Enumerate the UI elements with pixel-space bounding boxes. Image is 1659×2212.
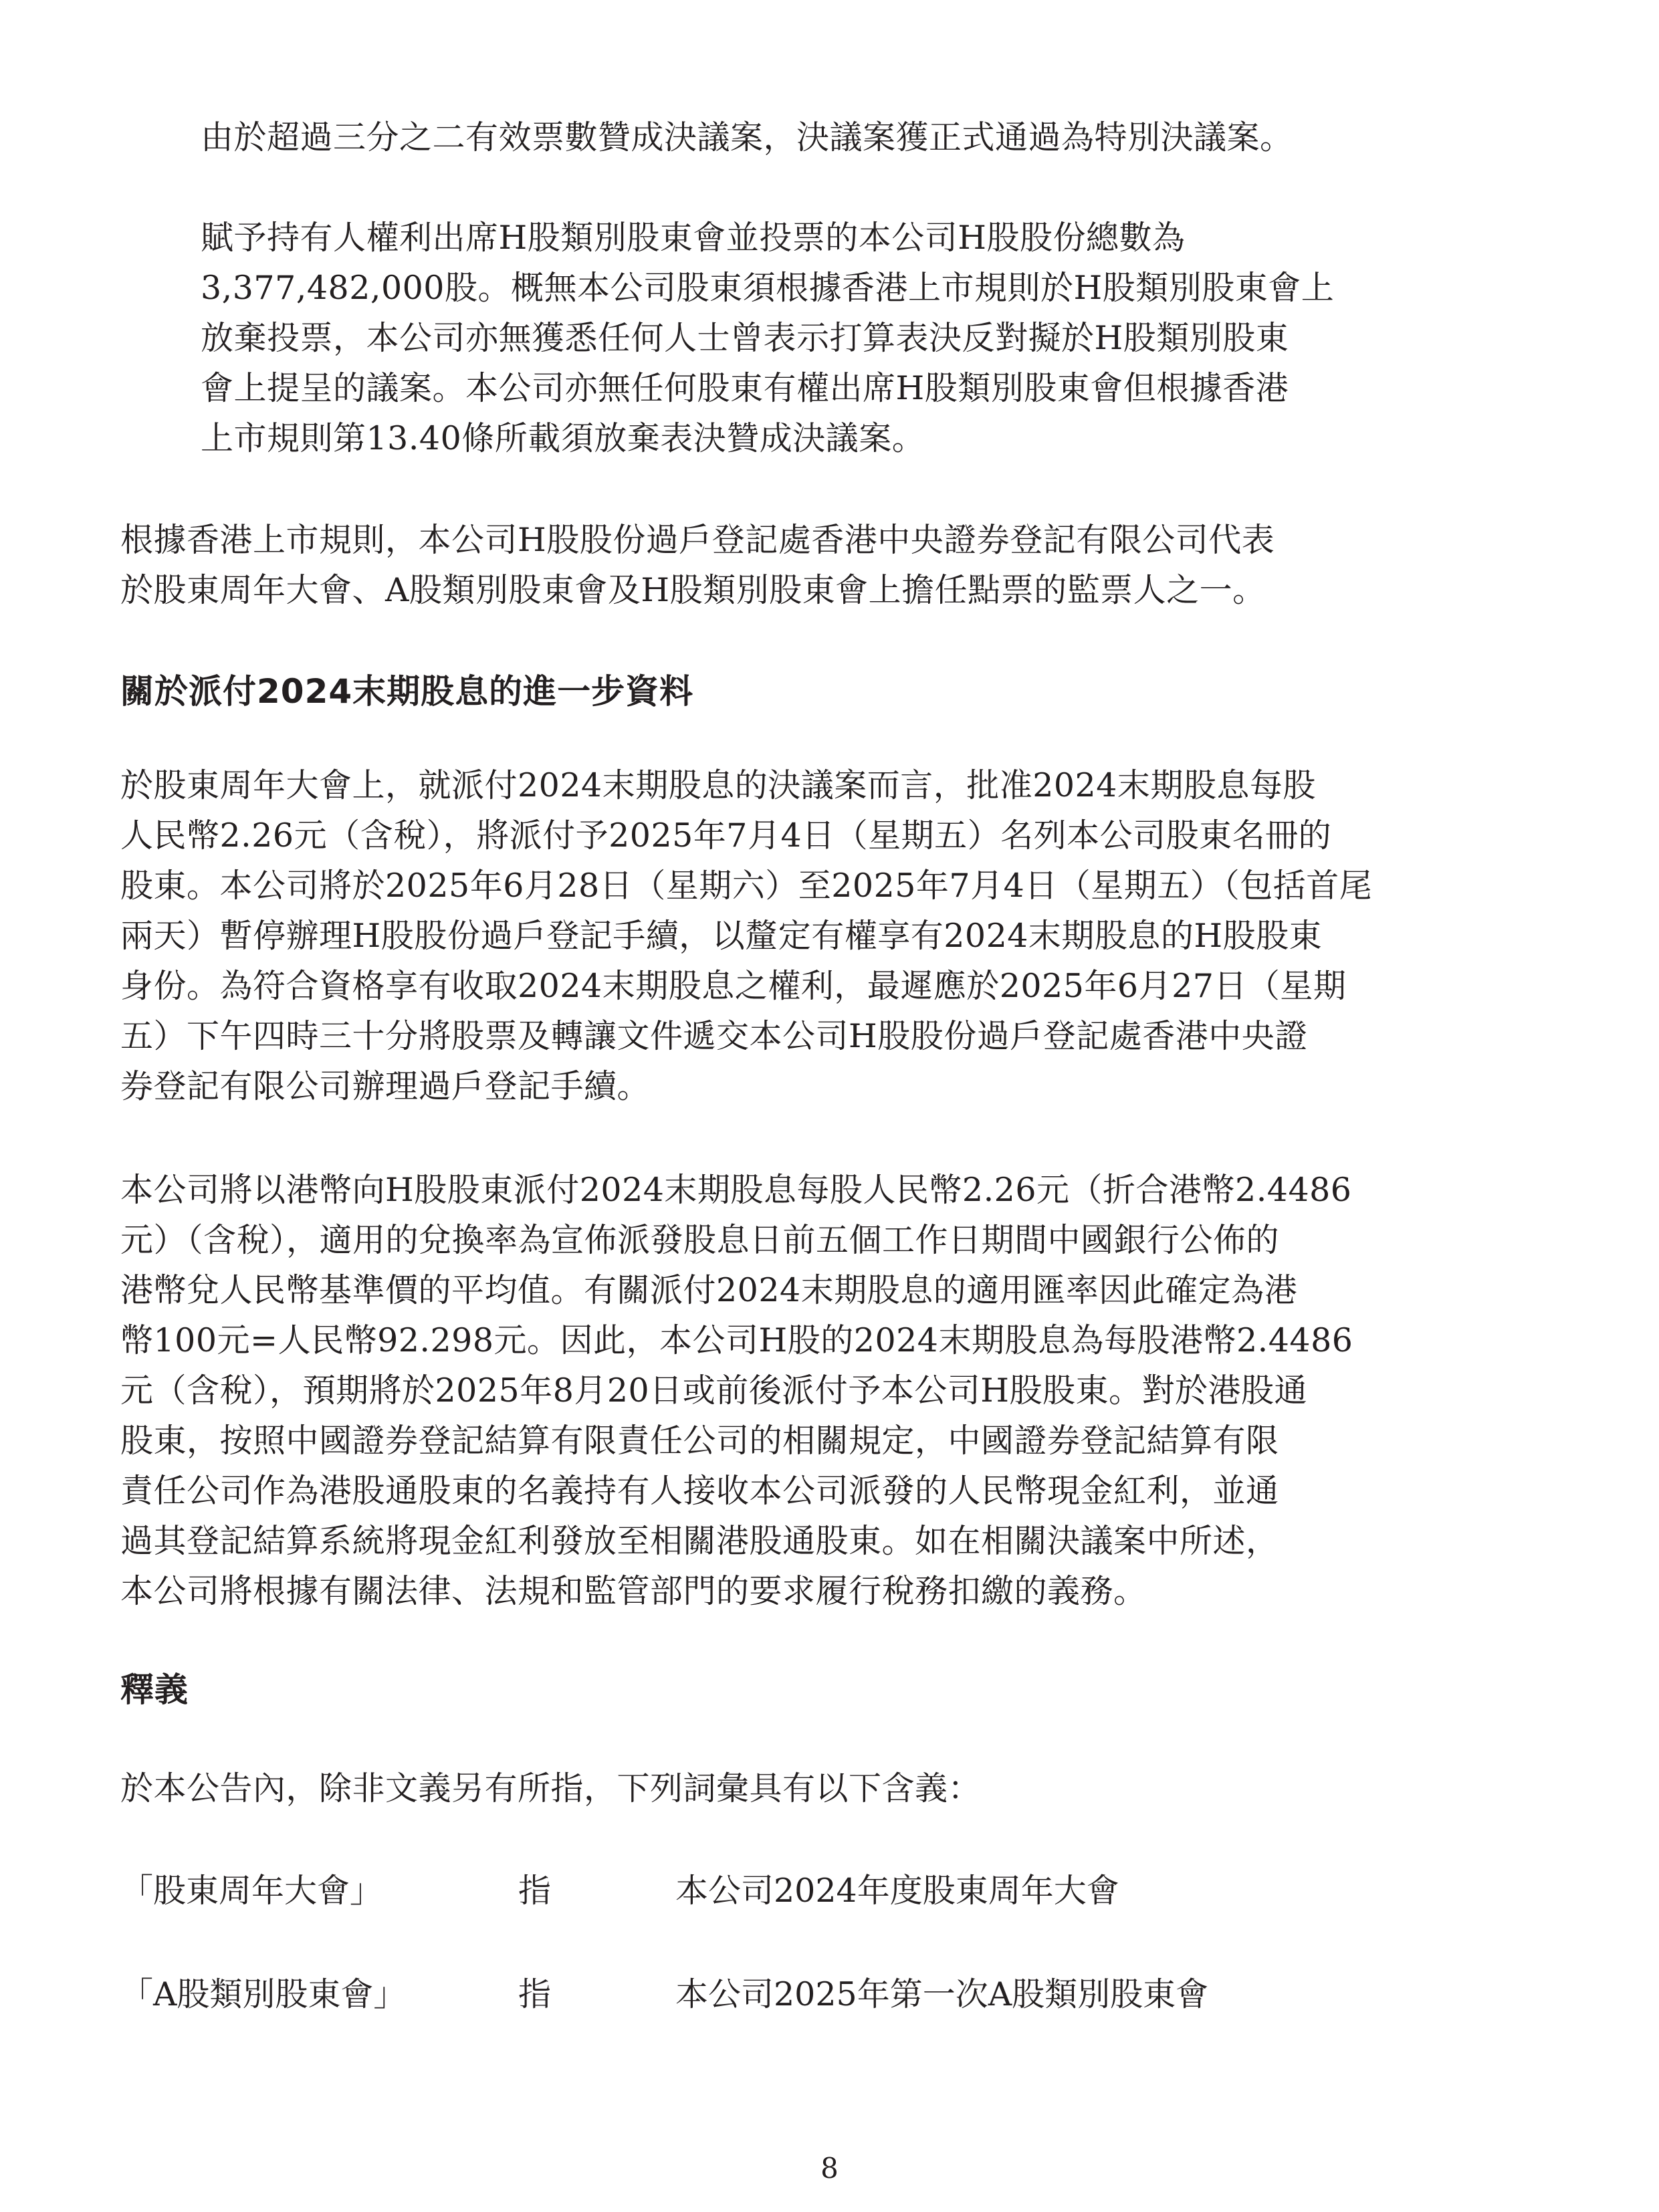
definition-verb: 指 bbox=[518, 1872, 552, 1910]
definition-term: 「股東周年大會」 bbox=[120, 1872, 383, 1910]
paragraph-line: 於股東周年大會、A股類別股東會及H股類別股東會上擔任點票的監票人之一。 bbox=[120, 571, 1266, 609]
paragraph-line: 元（含稅），預期將於2025年8月20日或前後派付予本公司H股股東。對於港股通 bbox=[120, 1371, 1307, 1410]
definition-meaning: 本公司2025年第一次A股類別股東會 bbox=[675, 1975, 1209, 2013]
paragraph-line: 券登記有限公司辦理過戶登記手續。 bbox=[120, 1067, 651, 1105]
paragraph-line: 人民幣2.26元（含稅），將派付予2025年7月4日（星期五）名列本公司股東名冊的 bbox=[120, 816, 1332, 855]
paragraph-line: 元）（含稅），適用的兌換率為宣佈派發股息日前五個工作日期間中國銀行公佈的 bbox=[120, 1221, 1280, 1259]
paragraph-line: 股東。本公司將於2025年6月28日（星期六）至2025年7月4日（星期五）（包括首尾 bbox=[120, 867, 1373, 905]
paragraph-line: 港幣兌人民幣基準價的平均值。有關派付2024末期股息的適用匯率因此確定為港 bbox=[120, 1271, 1298, 1309]
dividend-record-date-paragraph bbox=[120, 760, 1545, 1111]
paragraph-line: 幣100元=人民幣92.298元。因此，本公司H股的2024末期股息為每股港幣2.4486 bbox=[120, 1321, 1353, 1359]
paragraph-line: 本公司將以港幣向H股股東派付2024末期股息每股人民幣2.26元（折合港幣2.4486 bbox=[120, 1171, 1352, 1209]
h-share-eligibility-paragraph bbox=[201, 213, 1545, 463]
voting-result-paragraph bbox=[201, 112, 1545, 162]
paragraph-line: 會上提呈的議案。本公司亦無任何股東有權出席H股類別股東會但根據香港 bbox=[201, 369, 1289, 407]
paragraph-line: 上市規則第13.40條所載須放棄表決贊成決議案。 bbox=[201, 419, 925, 457]
paragraph-line: 根據香港上市規則，本公司H股股份過戶登記處香港中央證券登記有限公司代表 bbox=[120, 521, 1275, 559]
paragraph-line: 身份。為符合資格享有收取2024末期股息之權利，最遲應於2025年6月27日（星期 bbox=[120, 967, 1347, 1005]
paragraph-line: 股東，按照中國證券登記結算有限責任公司的相關規定，中國證券登記結算有限 bbox=[120, 1422, 1279, 1460]
paragraph-line: 於本公告內，除非文義另有所指，下列詞彙具有以下含義： bbox=[120, 1769, 982, 1807]
dividend-section-heading: 關於派付2024末期股息的進一步資料 bbox=[120, 672, 694, 711]
paragraph-line: 3,377,482,000股。概無本公司股東須根據香港上市規則於H股類別股東會上 bbox=[201, 269, 1335, 307]
definition-verb: 指 bbox=[518, 1975, 552, 2013]
paragraph-line: 兩天）暫停辦理H股股份過戶登記手續，以釐定有權享有2024末期股息的H股股東 bbox=[120, 917, 1323, 955]
paragraph-line: 過其登記結算系統將現金紅利發放至相關港股通股東。如在相關決議案中所述， bbox=[120, 1522, 1279, 1560]
definition-term: 「A股類別股東會」 bbox=[120, 1975, 407, 2013]
definition-meaning: 本公司2024年度股東周年大會 bbox=[675, 1872, 1119, 1910]
dividend-exchange-rate-paragraph bbox=[120, 1165, 1545, 1616]
paragraph-line: 五）下午四時三十分將股票及轉讓文件遞交本公司H股股份過戶登記處香港中央證 bbox=[120, 1017, 1308, 1055]
page-number: 8 bbox=[820, 2152, 839, 2185]
paragraph-line: 放棄投票，本公司亦無獲悉任何人士曾表示打算表決反對擬於H股類別股東 bbox=[201, 319, 1289, 357]
definitions-section-heading: 釋義 bbox=[120, 1670, 189, 1709]
paragraph-line: 責任公司作為港股通股東的名義持有人接收本公司派發的人民幣現金紅利，並通 bbox=[120, 1472, 1279, 1510]
definitions-intro bbox=[120, 1763, 1545, 1813]
scrutineer-paragraph bbox=[120, 515, 1545, 615]
paragraph-line: 於股東周年大會上，就派付2024末期股息的決議案而言，批准2024末期股息每股 bbox=[120, 766, 1316, 804]
paragraph-line: 賦予持有人權利出席H股類別股東會並投票的本公司H股股份總數為 bbox=[201, 219, 1186, 257]
paragraph-line: 本公司將根據有關法律、法規和監管部門的要求履行稅務扣繳的義務。 bbox=[120, 1572, 1147, 1610]
paragraph-line: 由於超過三分之二有效票數贊成決議案，決議案獲正式通過為特別決議案。 bbox=[201, 118, 1293, 156]
definition-row bbox=[120, 1866, 1591, 1916]
definition-row bbox=[120, 1969, 1591, 2019]
